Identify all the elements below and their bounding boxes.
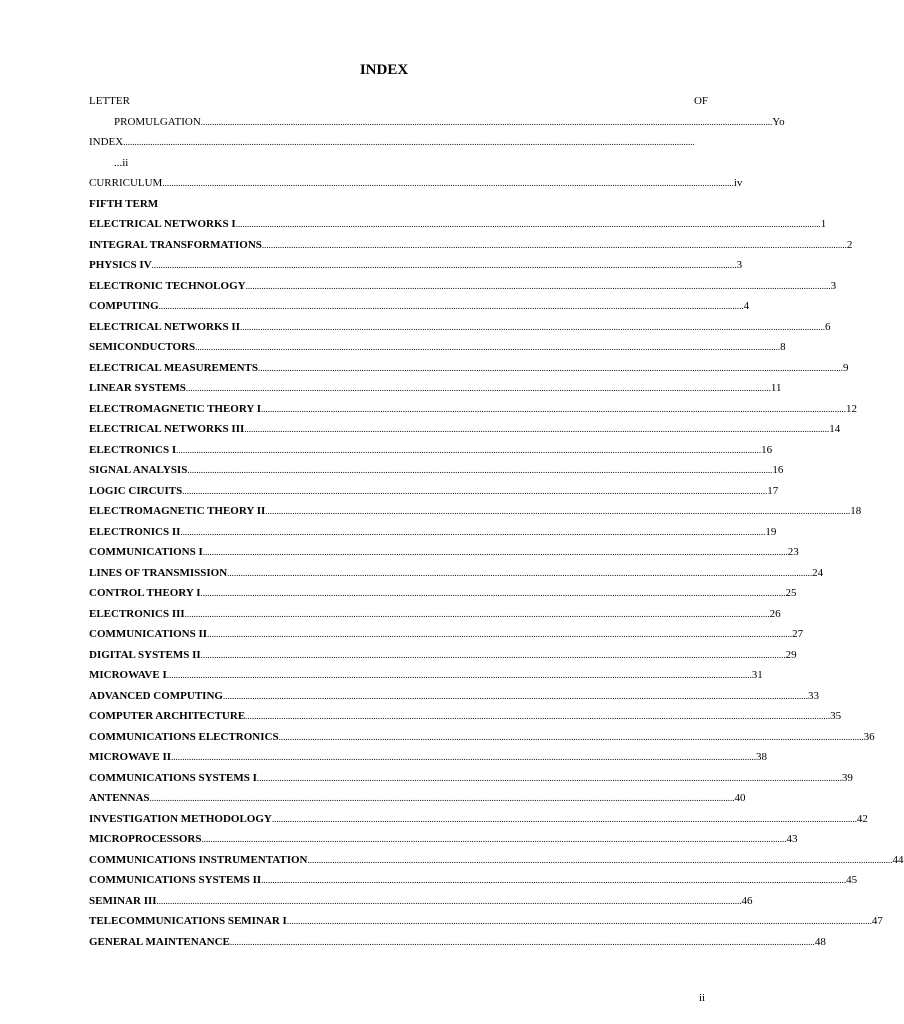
dot-leader: .................................................................................................................................................................................................................................................................... <box>187 465 773 475</box>
dot-leader: .................................................................................................................................................................................................................................................................... <box>240 321 825 332</box>
entry-page: 47 <box>871 915 883 927</box>
entry-title: SIGNAL ANALYSIS <box>89 464 188 476</box>
toc-entry[interactable] <box>89 686 819 707</box>
toc-line-curriculum[interactable] <box>89 173 743 194</box>
entry-page: 23 <box>787 546 799 558</box>
entry-page: 33 <box>807 689 819 702</box>
dot-leader: .................................................................................................................................................................................................................................................................... <box>229 936 815 947</box>
toc-entry[interactable] <box>89 419 841 440</box>
dot-leader: .................................................................................................................................................................................................................................................................... <box>265 506 851 516</box>
entry-page: 35 <box>830 710 842 722</box>
entry-page: 2 <box>846 238 853 251</box>
entry-title: MICROPROCESSORS <box>89 833 202 845</box>
letter-label: LETTER <box>89 95 130 107</box>
toc-line-index-page: ... ii <box>89 153 708 174</box>
toc-entry[interactable] <box>89 788 746 809</box>
toc-entry[interactable] <box>89 296 750 317</box>
toc-entry[interactable] <box>89 501 862 522</box>
toc-entry[interactable] <box>89 522 777 543</box>
entry-page: 9 <box>843 361 849 374</box>
entry-page: 24 <box>812 566 824 579</box>
toc-entry[interactable] <box>89 214 827 235</box>
entry-title: ELECTRICAL MEASUREMENTS <box>89 361 259 374</box>
toc-entry[interactable] <box>89 358 849 379</box>
entry-title: COMMUNICATIONS INSTRUMENTATION <box>89 853 308 866</box>
index-page: ii <box>122 156 129 169</box>
toc-entry[interactable] <box>89 645 797 666</box>
dot-leader: .................................................................................................................................................................................................................................................................... <box>207 629 793 639</box>
toc-entry[interactable] <box>89 399 857 420</box>
toc-entry[interactable] <box>89 317 831 338</box>
toc-entry[interactable] <box>89 911 883 932</box>
dot-leader: .............................................................................................................................................................................................................................................................. <box>162 178 734 188</box>
entry-title: ELECTRONICS II <box>89 525 181 538</box>
entry-title: INVESTIGATION METHODOLOGY <box>89 812 272 825</box>
dot-leader: .................................................................................................................................................................................................................................................................... <box>278 731 864 742</box>
toc-entry[interactable] <box>89 850 904 871</box>
dot-leader: .................................................................................................................................................................................................................................................................... <box>184 608 770 619</box>
entry-title: ELECTROMAGNETIC THEORY I <box>89 402 261 415</box>
dot-leader: .................................................................................................................................................................................................................................................................... <box>158 301 744 311</box>
dot-leader: .................................................................................................................................................................................................................................................................... <box>151 260 737 270</box>
entry-title: LOGIC CIRCUITS <box>89 484 183 497</box>
toc-line-promulgation[interactable] <box>89 112 785 133</box>
dot-leader: .................................................................................................................................................................................................................................................................... <box>171 752 757 762</box>
dot-leader: .................................................................................................................................................................................................................................................................... <box>256 772 842 783</box>
dot-leader: .................................................................................................................................................................................................................................................................... <box>261 239 847 250</box>
entry-page: 27 <box>792 628 804 640</box>
entry-page: 29 <box>785 648 797 661</box>
entry-page: 31 <box>751 669 763 681</box>
entry-page: 14 <box>829 423 841 435</box>
entry-page: 17 <box>767 484 779 497</box>
promulgation-page: Yo <box>772 115 785 128</box>
dot-leader: .................................................................................................................................................................................................................................................................... <box>307 854 893 865</box>
entry-page: 12 <box>845 402 857 415</box>
entry-page: 18 <box>850 505 862 517</box>
toc-entry[interactable] <box>89 829 798 850</box>
toc-entry[interactable] <box>89 378 782 399</box>
entry-title: DIGITAL SYSTEMS II <box>89 648 201 661</box>
entry-page: 43 <box>786 833 798 845</box>
toc-entry[interactable] <box>89 747 768 768</box>
entry-title: ELECTRICAL NETWORKS I <box>89 218 236 230</box>
entry-page: 3 <box>736 259 743 271</box>
toc-entry[interactable] <box>89 460 784 481</box>
entry-title: COMMUNICATIONS ELECTRONICS <box>89 730 279 743</box>
dot-leader: .................................................................................................................................................................................................................................................................... <box>286 916 872 926</box>
toc-entry[interactable] <box>89 481 779 502</box>
dot-leader: .................................................................................................................................................................................................................................................................... <box>260 403 846 414</box>
toc-entry[interactable] <box>89 563 824 584</box>
dot-leader: .................................................................................................................................................................................................................................................................... <box>202 547 788 557</box>
entry-title: LINEAR SYSTEMS <box>89 382 186 394</box>
index-list <box>89 91 904 952</box>
toc-entry[interactable] <box>89 727 875 748</box>
entry-page: 48 <box>814 935 826 948</box>
promulgation-label: PROMULGATION <box>114 115 201 128</box>
dot-leader: .................................................................................................................................................................................................................................................................... <box>245 280 831 291</box>
entry-title: COMMUNICATIONS SYSTEMS II <box>89 874 262 886</box>
dot-leader: .................................................................................................................................................................................................................................................................... <box>245 711 831 721</box>
dot-leader: .................................................................................................................................................................................................................................................................... <box>261 875 847 885</box>
entry-title: ELECTRICAL NETWORKS III <box>89 423 245 435</box>
entry-title: MICROWAVE II <box>89 751 172 763</box>
toc-line-index[interactable] <box>89 132 708 153</box>
dot-leader: .................................................................................................................................................................................................................................................................... <box>185 383 771 393</box>
entry-title: COMPUTING <box>89 300 159 312</box>
entries-list <box>89 214 904 952</box>
entry-title: CONTROL THEORY I <box>89 587 201 599</box>
dot-leader: .................................................................................................................................................................................................................................................................... <box>222 690 808 701</box>
entry-title: GENERAL MAINTENANCE <box>89 935 230 948</box>
toc-entry[interactable] <box>89 255 743 276</box>
toc-entry[interactable] <box>89 870 858 891</box>
toc-entry[interactable] <box>89 891 753 912</box>
toc-entry[interactable] <box>89 235 853 256</box>
entry-page: 39 <box>841 771 853 784</box>
entry-page: 38 <box>756 751 768 763</box>
entry-page: 1 <box>820 218 827 230</box>
entry-page: 4 <box>743 300 750 312</box>
toc-entry[interactable] <box>89 276 837 297</box>
entry-title: INTEGRAL TRANSFORMATIONS <box>89 238 262 251</box>
toc-entry[interactable] <box>89 932 826 953</box>
page-number: ii <box>699 992 706 1004</box>
dot-leader: .................................................................................................................................................................................................................................................................... <box>195 342 781 352</box>
entry-title: COMPUTER ARCHITECTURE <box>89 710 246 722</box>
entry-page: 25 <box>785 587 797 599</box>
entry-page: 19 <box>765 525 777 538</box>
toc-entry[interactable] <box>89 768 853 789</box>
dot-leader: .................................................................................................................................................................................................................................................................... <box>182 485 768 496</box>
entry-page: 16 <box>772 464 784 476</box>
toc-entry[interactable] <box>89 440 773 461</box>
dot-leader: .................................................................................................................................................................................................................................................................... <box>201 834 787 844</box>
entry-page: 40 <box>734 792 746 804</box>
toc-entry[interactable] <box>89 706 842 727</box>
dot-leader: .................................................................................................................................................................................................................................................................... <box>156 895 742 906</box>
dot-leader: .................................................................................................................................................................................................................................................................... <box>258 362 844 373</box>
toc-entry[interactable] <box>89 583 797 604</box>
of-label: OF <box>693 95 708 107</box>
entry-page: 16 <box>761 443 773 456</box>
toc-entry[interactable] <box>89 542 799 563</box>
dot-leader: .................................................................................................................................................................................................................................................................... <box>200 649 786 660</box>
entry-title: ANTENNAS <box>89 792 150 804</box>
dot-leader: .............................................................................................................................................................................................................................................................. <box>123 137 695 147</box>
entry-title: ELECTROMAGNETIC THEORY II <box>89 505 266 517</box>
dot-leader: .................................................................................................................................................................................................................................................................... <box>200 588 786 598</box>
dot-leader: .................................................................................................................................................................................................................................................................... <box>149 793 735 803</box>
dot-leader: .................................................................................................................................................................................................................................................................... <box>180 526 766 537</box>
entry-title: ELECTRONICS I <box>89 443 177 456</box>
section-heading: FIFTH TERM <box>89 197 159 210</box>
entry-page: 44 <box>892 853 904 866</box>
entry-title: SEMICONDUCTORS <box>89 341 196 353</box>
entry-page: 45 <box>846 874 858 886</box>
entry-title: COMMUNICATIONS I <box>89 546 203 558</box>
toc-entry[interactable] <box>89 665 763 686</box>
toc-line-letter <box>89 91 708 112</box>
dot-leader: .................................................................................................................................................................................................................................................................... <box>227 567 813 578</box>
entry-title: TELECOMMUNICATIONS SEMINAR I <box>89 915 287 927</box>
entry-page: 6 <box>825 320 831 333</box>
entry-title: ELECTRICAL NETWORKS II <box>89 320 240 333</box>
entry-page: 8 <box>780 341 786 353</box>
index-label: INDEX <box>89 136 124 148</box>
entry-page: 3 <box>830 279 837 292</box>
entry-title: LINES OF TRANSMISSION <box>89 566 228 579</box>
entry-title: ELECTRONICS III <box>89 607 185 620</box>
entry-title: ADVANCED COMPUTING <box>89 689 223 702</box>
entry-page: 46 <box>741 894 753 907</box>
entry-page: 36 <box>863 730 875 743</box>
toc-entry[interactable] <box>89 604 781 625</box>
page-title: INDEX <box>359 62 409 78</box>
dot-leader: .................................................................................................................................................................................................................................................................... <box>166 670 752 680</box>
toc-entry[interactable] <box>89 809 868 830</box>
curriculum-page: iv <box>733 177 743 189</box>
toc-entry[interactable] <box>89 624 804 645</box>
dot-leader: .................................................................................................................................................................................................................................................................... <box>244 424 830 434</box>
curriculum-label: CURRICULUM <box>89 177 163 189</box>
entry-page: 42 <box>856 812 868 825</box>
entry-title: PHYSICS IV <box>89 259 152 271</box>
entry-title: COMMUNICATIONS II <box>89 628 208 640</box>
entry-title: ELECTRONIC TECHNOLOGY <box>89 279 246 292</box>
dot-leader: .............................................................................................................................................................................................................................................................. <box>200 116 773 127</box>
entry-title: MICROWAVE I <box>89 669 167 681</box>
dot-leader: .................................................................................................................................................................................................................................................................... <box>176 444 762 455</box>
entry-title: COMMUNICATIONS SYSTEMS I <box>89 771 257 784</box>
entry-title: SEMINAR III <box>89 894 157 907</box>
toc-entry[interactable] <box>89 337 786 358</box>
entry-page: 26 <box>769 607 781 620</box>
entry-page: 11 <box>770 382 782 394</box>
dot-leader: .................................................................................................................................................................................................................................................................... <box>235 219 821 229</box>
dot-leader: .................................................................................................................................................................................................................................................................... <box>271 813 857 824</box>
